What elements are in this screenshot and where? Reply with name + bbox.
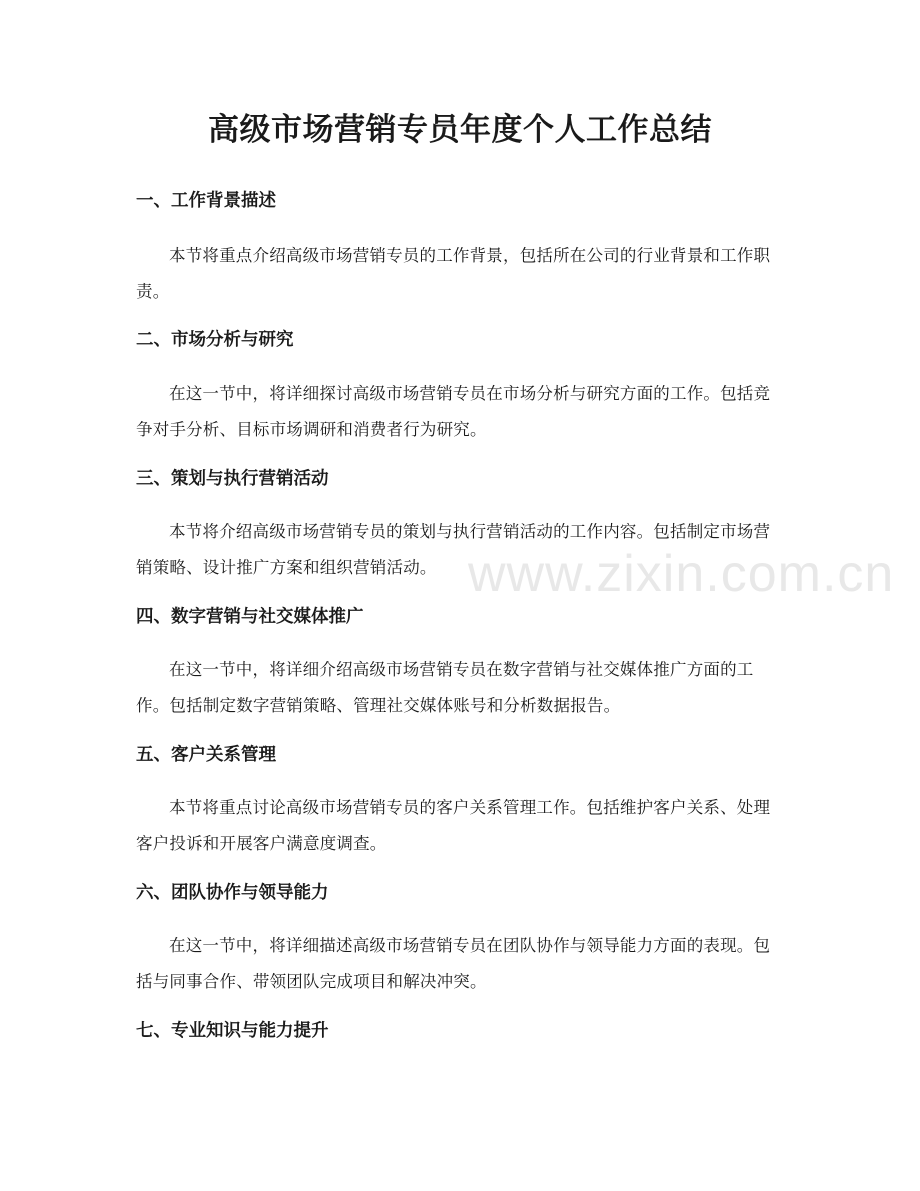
section-body-2: 在这一节中，将详细探讨高级市场营销专员在市场分析与研究方面的工作。包括竞争对手分析、目标市场调研和消费者行为研究。 [136,384,771,439]
section-body-1: 本节将重点介绍高级市场营销专员的工作背景，包括所在公司的行业背景和工作职责。 [136,246,771,301]
section-heading-6: 六、团队协作与领导能力 [136,883,329,903]
section-heading-7: 七、专业知识与能力提升 [136,1021,329,1041]
section-body-4: 在这一节中，将详细介绍高级市场营销专员在数字营销与社交媒体推广方面的工作。包括制定数字营销策略、管理社交媒体账号和分析数据报告。 [136,660,754,715]
section-heading-1: 一、工作背景描述 [136,191,276,211]
document-title: 高级市场营销专员年度个人工作总结 [208,112,712,148]
section-heading-3: 三、策划与执行营销活动 [136,469,329,489]
section-body-3: 本节将介绍高级市场营销专员的策划与执行营销活动的工作内容。包括制定市场营销策略、设计推广方案和组织营销活动。 [136,522,771,577]
section-body-6: 在这一节中，将详细描述高级市场营销专员在团队协作与领导能力方面的表现。包括与同事合作、带领团队完成项目和解决冲突。 [136,936,771,991]
section-heading-2: 二、市场分析与研究 [136,330,294,350]
section-heading-5: 五、客户关系管理 [136,745,276,765]
section-heading-4: 四、数字营销与社交媒体推广 [136,607,364,627]
section-body-5: 本节将重点讨论高级市场营销专员的客户关系管理工作。包括维护客户关系、处理客户投诉和开展客户满意度调查。 [136,798,771,853]
watermark: www.zixin.com.cn [468,545,895,603]
